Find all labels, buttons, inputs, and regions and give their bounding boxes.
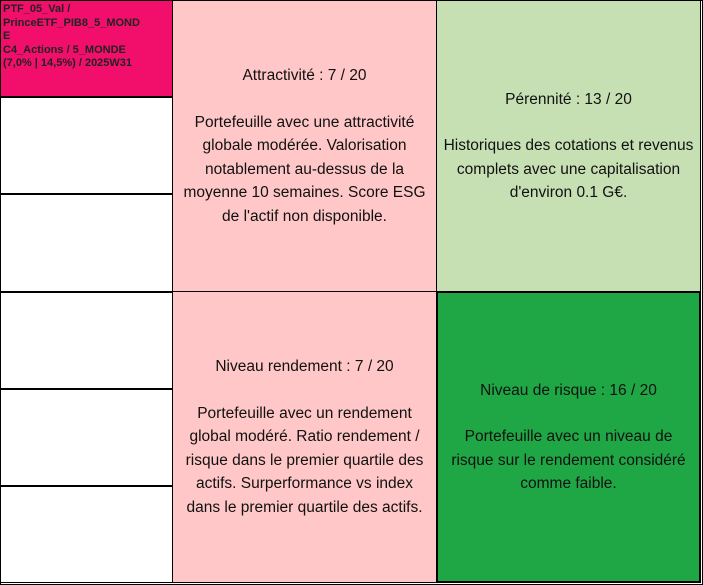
- risque-panel: [436, 291, 701, 583]
- header-line: C4_Actions / 5_MONDE: [3, 43, 126, 56]
- perennite-title: Pérennité : 13 / 20: [505, 90, 632, 108]
- portfolio-header: [0, 0, 173, 97]
- attractivite-panel: [172, 0, 437, 292]
- perennite-panel: [436, 0, 701, 292]
- empty-cell: [0, 96, 173, 194]
- rendement-title: Niveau rendement : 7 / 20: [215, 358, 394, 375]
- header-line: (7,0% | 14,5%) / 2025W31: [3, 57, 133, 69]
- empty-cell: [0, 291, 173, 389]
- risque-text: Portefeuille avec un niveau de risque sur le rendement considéré comme faible.: [451, 428, 686, 492]
- rendement-text: Portefeuille avec un rendement global modéré. Ratio rendement / risque dans le premier quartile des actifs. Surperformance vs index dans le premier quartile des actifs.: [185, 404, 424, 516]
- empty-cell: [0, 388, 173, 486]
- perennite-text: Historiques des cotations et revenus complets avec une capitalisation d'environ 0.1 G€.: [443, 137, 694, 201]
- empty-cell: [0, 193, 173, 292]
- header-line: E: [3, 30, 11, 42]
- empty-cell: [0, 485, 173, 583]
- rendement-panel: [172, 291, 437, 583]
- header-line: PTF_05_Val /: [3, 3, 71, 15]
- header-line: PrinceETF_PIB8_5_MOND: [3, 16, 140, 29]
- attractivite-title: Attractivité : 7 / 20: [242, 67, 367, 84]
- attractivite-text: Portefeuille avec une attractivité globale modérée. Valorisation notablement au-dessus de la moyenne 10 semaines. Score ESG de l'actif non disponible.: [183, 113, 426, 225]
- risque-title: Niveau de risque : 16 / 20: [480, 381, 657, 399]
